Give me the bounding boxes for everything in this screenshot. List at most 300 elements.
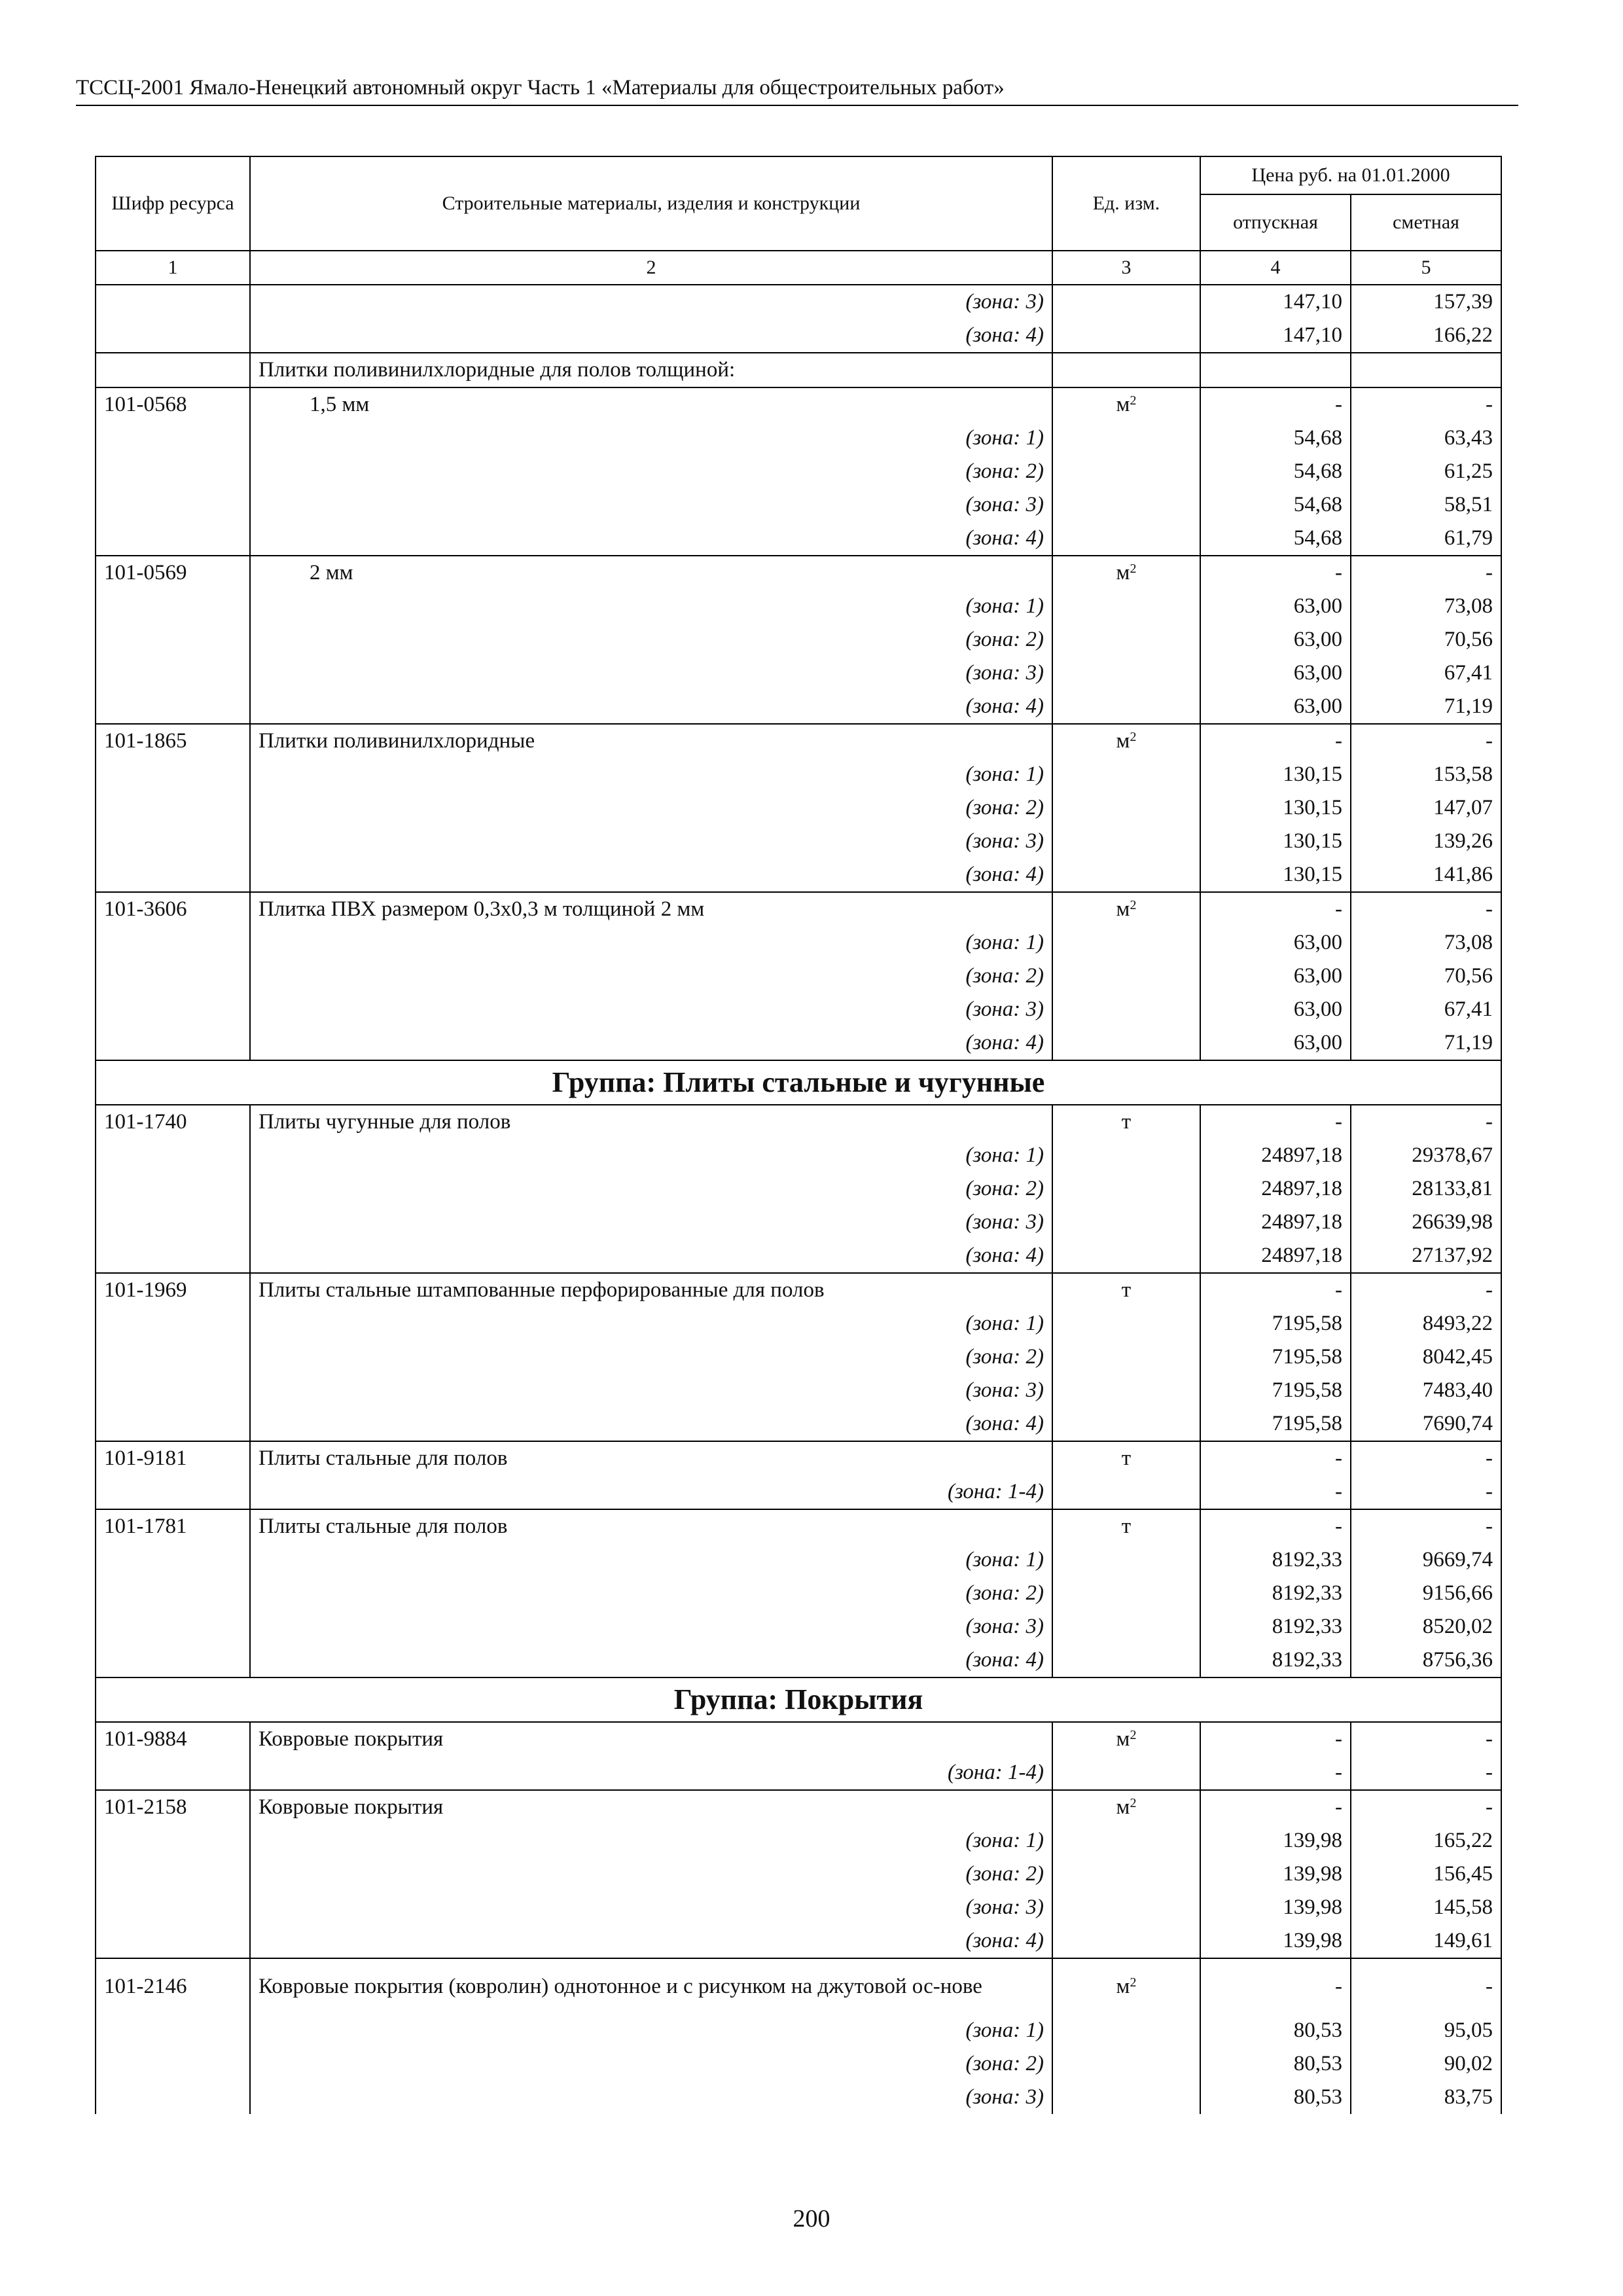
- release-price: -: [1200, 1273, 1351, 1307]
- zone-label: (зона: 1): [250, 1307, 1052, 1340]
- unit-cell: [1052, 422, 1200, 455]
- release-price: -: [1200, 1722, 1351, 1756]
- zone-row: [96, 522, 1501, 556]
- unit-cell: [1052, 1206, 1200, 1239]
- estimate-price: 156,45: [1351, 1857, 1501, 1891]
- zone-row: [96, 2014, 1501, 2047]
- unit-text: м: [1116, 729, 1130, 753]
- zone-label: (зона: 4): [250, 1924, 1052, 1958]
- resource-code: [96, 285, 250, 319]
- zone-label: (зона: 3): [250, 488, 1052, 522]
- release-price: 139,98: [1200, 1891, 1351, 1924]
- unit-cell: [1052, 1891, 1200, 1924]
- col-header-release: отпускная: [1200, 194, 1351, 251]
- release-price: 54,68: [1200, 488, 1351, 522]
- zone-label: (зона: 4): [250, 1026, 1052, 1060]
- resource-code: [96, 1824, 250, 1857]
- unit-text: т: [1121, 1110, 1132, 1134]
- zone-row: [96, 1206, 1501, 1239]
- estimate-price: 9669,74: [1351, 1543, 1501, 1577]
- zone-row: [96, 1577, 1501, 1610]
- estimate-price: 71,19: [1351, 1026, 1501, 1060]
- unit-cell: [1052, 1610, 1200, 1643]
- zone-label: (зона: 1-4): [250, 1475, 1052, 1509]
- material-label: Плитки поливинилхлоридные для полов толщиной:: [250, 353, 1052, 387]
- unit-cell: [1052, 353, 1200, 387]
- resource-code: 101-9884: [96, 1722, 250, 1756]
- unit-text: т: [1121, 1515, 1132, 1538]
- material-name: 1,5 мм: [250, 387, 1052, 422]
- zone-label: (зона: 4): [250, 522, 1052, 556]
- unit-cell: [1052, 1239, 1200, 1273]
- zone-label: (зона: 3): [250, 1891, 1052, 1924]
- unit-cell: [1052, 522, 1200, 556]
- estimate-price: 165,22: [1351, 1824, 1501, 1857]
- resource-code: [96, 758, 250, 791]
- unit-exponent: 2: [1130, 730, 1137, 744]
- release-price: 130,15: [1200, 758, 1351, 791]
- unit-cell: [1052, 1172, 1200, 1206]
- release-price: 63,00: [1200, 1026, 1351, 1060]
- release-price: -: [1200, 556, 1351, 590]
- estimate-price: -: [1351, 556, 1501, 590]
- resource-code: 101-1865: [96, 724, 250, 758]
- unit-cell: [1052, 1441, 1200, 1475]
- unit-cell: [1052, 892, 1200, 926]
- resource-code: [96, 926, 250, 960]
- unit-cell: [1052, 1722, 1200, 1756]
- unit-cell: [1052, 1273, 1200, 1307]
- item-row: [96, 1509, 1501, 1543]
- item-row: [96, 1441, 1501, 1475]
- resource-code: [96, 993, 250, 1026]
- page-number: 200: [793, 2205, 830, 2233]
- unit-exponent: 2: [1130, 393, 1137, 408]
- zone-row: [96, 993, 1501, 1026]
- unit-cell: [1052, 1756, 1200, 1790]
- unit-cell: [1052, 1857, 1200, 1891]
- estimate-price: -: [1351, 1475, 1501, 1509]
- resource-code: [96, 1307, 250, 1340]
- release-price: [1200, 353, 1351, 387]
- resource-code: [96, 455, 250, 488]
- zone-label: (зона: 1): [250, 926, 1052, 960]
- zone-row: [96, 590, 1501, 623]
- estimate-price: -: [1351, 1509, 1501, 1543]
- zone-row: [96, 1172, 1501, 1206]
- estimate-price: 166,22: [1351, 319, 1501, 353]
- unit-cell: [1052, 556, 1200, 590]
- item-row: [96, 1105, 1501, 1139]
- resource-code: [96, 1891, 250, 1924]
- resource-code: [96, 353, 250, 387]
- release-price: 139,98: [1200, 1857, 1351, 1891]
- resource-code: [96, 2047, 250, 2081]
- unit-cell: [1052, 590, 1200, 623]
- unit-text: м: [1116, 393, 1130, 416]
- estimate-price: 67,41: [1351, 993, 1501, 1026]
- resource-code: [96, 1407, 250, 1441]
- col-header-unit: Ед. изм.: [1052, 156, 1200, 251]
- zone-row: [96, 319, 1501, 353]
- zone-row: [96, 1756, 1501, 1790]
- zone-row: [96, 1475, 1501, 1509]
- unit-cell: [1052, 623, 1200, 656]
- resource-code: [96, 1374, 250, 1407]
- zone-label: (зона: 2): [250, 1340, 1052, 1374]
- release-price: 8192,33: [1200, 1577, 1351, 1610]
- unit-text: м: [1116, 1727, 1130, 1751]
- release-price: 63,00: [1200, 690, 1351, 724]
- zone-label: (зона: 3): [250, 993, 1052, 1026]
- estimate-price: 8756,36: [1351, 1643, 1501, 1677]
- estimate-price: -: [1351, 1958, 1501, 2014]
- estimate-price: -: [1351, 892, 1501, 926]
- zone-label: (зона: 4): [250, 858, 1052, 892]
- release-price: 63,00: [1200, 656, 1351, 690]
- zone-row: [96, 1407, 1501, 1441]
- resource-code: [96, 2014, 250, 2047]
- unit-cell: [1052, 993, 1200, 1026]
- release-price: 24897,18: [1200, 1239, 1351, 1273]
- resource-code: [96, 1475, 250, 1509]
- material-name: Плиты стальные для полов: [250, 1441, 1052, 1475]
- item-row: [96, 1722, 1501, 1756]
- estimate-price: 70,56: [1351, 623, 1501, 656]
- resource-code: [96, 656, 250, 690]
- zone-row: [96, 1307, 1501, 1340]
- resource-code: 101-0569: [96, 556, 250, 590]
- material-name: Ковровые покрытия (ковролин) однотонное и с рисунком на джутовой ос-нове: [250, 1958, 1052, 2014]
- release-price: 7195,58: [1200, 1374, 1351, 1407]
- zone-row: [96, 1374, 1501, 1407]
- unit-cell: [1052, 791, 1200, 825]
- release-price: 7195,58: [1200, 1407, 1351, 1441]
- material-name: Ковровые покрытия: [250, 1722, 1052, 1756]
- item-row: [96, 892, 1501, 926]
- release-price: 139,98: [1200, 1924, 1351, 1958]
- zone-row: [96, 285, 1501, 319]
- unit-cell: [1052, 1105, 1200, 1139]
- estimate-price: -: [1351, 1722, 1501, 1756]
- zone-row: [96, 1891, 1501, 1924]
- estimate-price: 28133,81: [1351, 1172, 1501, 1206]
- unit-cell: [1052, 1509, 1200, 1543]
- release-price: 24897,18: [1200, 1206, 1351, 1239]
- release-price: 80,53: [1200, 2047, 1351, 2081]
- zone-label: (зона: 2): [250, 1577, 1052, 1610]
- zone-row: [96, 422, 1501, 455]
- unit-cell: [1052, 319, 1200, 353]
- resource-code: 101-1740: [96, 1105, 250, 1139]
- estimate-price: 73,08: [1351, 926, 1501, 960]
- release-price: 8192,33: [1200, 1643, 1351, 1677]
- release-price: 63,00: [1200, 960, 1351, 993]
- estimate-price: -: [1351, 387, 1501, 422]
- zone-label: (зона: 2): [250, 2047, 1052, 2081]
- estimate-price: 7483,40: [1351, 1374, 1501, 1407]
- unit-text: м: [1116, 561, 1130, 584]
- zone-label: (зона: 2): [250, 791, 1052, 825]
- zone-label: (зона: 2): [250, 960, 1052, 993]
- material-name: Плиты стальные штампованные перфорированные для полов: [250, 1273, 1052, 1307]
- unit-cell: [1052, 1407, 1200, 1441]
- resource-code: [96, 1206, 250, 1239]
- resource-code: [96, 1340, 250, 1374]
- release-price: 147,10: [1200, 319, 1351, 353]
- resource-code: 101-1969: [96, 1273, 250, 1307]
- unit-cell: [1052, 1139, 1200, 1172]
- unit-cell: [1052, 1475, 1200, 1509]
- zone-label: (зона: 3): [250, 1206, 1052, 1239]
- unit-cell: [1052, 285, 1200, 319]
- estimate-price: 71,19: [1351, 690, 1501, 724]
- unit-exponent: 2: [1130, 562, 1137, 576]
- zone-label: (зона: 4): [250, 319, 1052, 353]
- estimate-price: 8493,22: [1351, 1307, 1501, 1340]
- zone-row: [96, 656, 1501, 690]
- unit-cell: [1052, 1340, 1200, 1374]
- estimate-price: 67,41: [1351, 656, 1501, 690]
- resource-code: [96, 1026, 250, 1060]
- release-price: -: [1200, 724, 1351, 758]
- unit-cell: [1052, 488, 1200, 522]
- price-table: [95, 156, 1502, 2114]
- estimate-price: 61,25: [1351, 455, 1501, 488]
- zone-row: [96, 488, 1501, 522]
- item-row: [96, 387, 1501, 422]
- estimate-price: 27137,92: [1351, 1239, 1501, 1273]
- estimate-price: -: [1351, 1273, 1501, 1307]
- release-price: 80,53: [1200, 2081, 1351, 2114]
- unit-exponent: 2: [1130, 1975, 1137, 1990]
- estimate-price: -: [1351, 724, 1501, 758]
- unit-cell: [1052, 1307, 1200, 1340]
- zone-row: [96, 858, 1501, 892]
- item-row: [96, 556, 1501, 590]
- zone-label: (зона: 4): [250, 1239, 1052, 1273]
- release-price: -: [1200, 1105, 1351, 1139]
- zone-label: (зона: 1-4): [250, 1756, 1052, 1790]
- col-number-1: 1: [96, 251, 250, 285]
- estimate-price: 8520,02: [1351, 1610, 1501, 1643]
- release-price: 7195,58: [1200, 1340, 1351, 1374]
- estimate-price: 70,56: [1351, 960, 1501, 993]
- material-name: Плиты стальные для полов: [250, 1509, 1052, 1543]
- zone-row: [96, 1139, 1501, 1172]
- zone-row: [96, 926, 1501, 960]
- zone-row: [96, 2047, 1501, 2081]
- col-header-name: Строительные материалы, изделия и конструкции: [250, 156, 1052, 251]
- resource-code: 101-0568: [96, 387, 250, 422]
- release-price: -: [1200, 1475, 1351, 1509]
- resource-code: [96, 623, 250, 656]
- release-price: -: [1200, 892, 1351, 926]
- unit-cell: [1052, 1643, 1200, 1677]
- resource-code: 101-1781: [96, 1509, 250, 1543]
- zone-label: (зона: 3): [250, 285, 1052, 319]
- zone-label: (зона: 1): [250, 1139, 1052, 1172]
- unit-cell: [1052, 387, 1200, 422]
- release-price: -: [1200, 387, 1351, 422]
- unit-cell: [1052, 858, 1200, 892]
- resource-code: [96, 1139, 250, 1172]
- zone-label: (зона: 1): [250, 758, 1052, 791]
- zone-label: (зона: 1): [250, 2014, 1052, 2047]
- estimate-price: -: [1351, 1756, 1501, 1790]
- zone-row: [96, 1340, 1501, 1374]
- resource-code: 101-2146: [96, 1958, 250, 2014]
- group-heading: Группа: Покрытия: [96, 1677, 1501, 1722]
- unit-cell: [1052, 1958, 1200, 2014]
- zone-row: [96, 1857, 1501, 1891]
- resource-code: [96, 825, 250, 858]
- zone-row: [96, 1610, 1501, 1643]
- release-price: 54,68: [1200, 455, 1351, 488]
- unit-cell: [1052, 926, 1200, 960]
- unit-cell: [1052, 1026, 1200, 1060]
- unit-cell: [1052, 1374, 1200, 1407]
- resource-code: [96, 1924, 250, 1958]
- estimate-price: 29378,67: [1351, 1139, 1501, 1172]
- unit-exponent: 2: [1130, 1728, 1137, 1742]
- estimate-price: -: [1351, 1790, 1501, 1824]
- release-price: 8192,33: [1200, 1610, 1351, 1643]
- unit-cell: [1052, 758, 1200, 791]
- unit-cell: [1052, 690, 1200, 724]
- release-price: 54,68: [1200, 522, 1351, 556]
- estimate-price: -: [1351, 1441, 1501, 1475]
- unit-text: м: [1116, 1975, 1130, 1998]
- estimate-price: 73,08: [1351, 590, 1501, 623]
- col-number-3: 3: [1052, 251, 1200, 285]
- release-price: 63,00: [1200, 590, 1351, 623]
- zone-label: (зона: 4): [250, 1407, 1052, 1441]
- unit-text: т: [1121, 1278, 1132, 1302]
- resource-code: [96, 791, 250, 825]
- release-price: -: [1200, 1790, 1351, 1824]
- zone-row: [96, 2081, 1501, 2114]
- estimate-price: 141,86: [1351, 858, 1501, 892]
- material-name: Плитки поливинилхлоридные: [250, 724, 1052, 758]
- unit-cell: [1052, 825, 1200, 858]
- resource-code: 101-9181: [96, 1441, 250, 1475]
- release-price: 24897,18: [1200, 1139, 1351, 1172]
- resource-code: [96, 1172, 250, 1206]
- release-price: 130,15: [1200, 791, 1351, 825]
- unit-cell: [1052, 2047, 1200, 2081]
- resource-code: [96, 488, 250, 522]
- zone-label: (зона: 4): [250, 690, 1052, 724]
- resource-code: [96, 1239, 250, 1273]
- release-price: 147,10: [1200, 285, 1351, 319]
- zone-row: [96, 1543, 1501, 1577]
- resource-code: [96, 1577, 250, 1610]
- table-body: [96, 285, 1501, 2114]
- release-price: 54,68: [1200, 422, 1351, 455]
- resource-code: [96, 1543, 250, 1577]
- unit-cell: [1052, 455, 1200, 488]
- unit-exponent: 2: [1130, 898, 1137, 912]
- unit-cell: [1052, 2081, 1200, 2114]
- release-price: 80,53: [1200, 2014, 1351, 2047]
- unit-cell: [1052, 2014, 1200, 2047]
- unit-cell: [1052, 960, 1200, 993]
- zone-label: (зона: 1): [250, 422, 1052, 455]
- estimate-price: 63,43: [1351, 422, 1501, 455]
- estimate-price: 90,02: [1351, 2047, 1501, 2081]
- unit-exponent: 2: [1130, 1796, 1137, 1810]
- zone-row: [96, 690, 1501, 724]
- zone-row: [96, 623, 1501, 656]
- col-number-2: 2: [250, 251, 1052, 285]
- zone-label: (зона: 3): [250, 1374, 1052, 1407]
- resource-code: [96, 858, 250, 892]
- estimate-price: 157,39: [1351, 285, 1501, 319]
- zone-label: (зона: 4): [250, 1643, 1052, 1677]
- release-price: 24897,18: [1200, 1172, 1351, 1206]
- resource-code: [96, 1857, 250, 1891]
- resource-code: 101-3606: [96, 892, 250, 926]
- unit-cell: [1052, 1824, 1200, 1857]
- resource-code: [96, 690, 250, 724]
- zone-label: (зона: 2): [250, 1172, 1052, 1206]
- group-heading: Группа: Плиты стальные и чугунные: [96, 1060, 1501, 1105]
- col-number-4: 4: [1200, 251, 1351, 285]
- resource-code: [96, 960, 250, 993]
- estimate-price: 95,05: [1351, 2014, 1501, 2047]
- material-name: Плитка ПВХ размером 0,3х0,3 м толщиной 2 мм: [250, 892, 1052, 926]
- group-heading-row: [96, 1677, 1501, 1722]
- estimate-price: 153,58: [1351, 758, 1501, 791]
- zone-label: (зона: 3): [250, 2081, 1052, 2114]
- unit-cell: [1052, 1577, 1200, 1610]
- unit-cell: [1052, 656, 1200, 690]
- resource-code: [96, 1610, 250, 1643]
- release-price: -: [1200, 1958, 1351, 2014]
- estimate-price: 61,79: [1351, 522, 1501, 556]
- zone-row: [96, 1026, 1501, 1060]
- zone-label: (зона: 1): [250, 1824, 1052, 1857]
- estimate-price: -: [1351, 1105, 1501, 1139]
- zone-row: [96, 791, 1501, 825]
- unit-cell: [1052, 1924, 1200, 1958]
- zone-label: (зона: 1): [250, 1543, 1052, 1577]
- release-price: 63,00: [1200, 623, 1351, 656]
- release-price: 130,15: [1200, 858, 1351, 892]
- resource-code: [96, 422, 250, 455]
- unit-text: т: [1121, 1446, 1132, 1470]
- page-header: ТССЦ-2001 Ямало-Ненецкий автономный округ Часть 1 «Материалы для общестроительных работ»: [76, 73, 1518, 106]
- estimate-price: 58,51: [1351, 488, 1501, 522]
- unit-text: м: [1116, 1795, 1130, 1819]
- unit-cell: [1052, 724, 1200, 758]
- estimate-price: 9156,66: [1351, 1577, 1501, 1610]
- unit-cell: [1052, 1543, 1200, 1577]
- material-name: 2 мм: [250, 556, 1052, 590]
- item-row: [96, 1790, 1501, 1824]
- group-heading-row: [96, 1060, 1501, 1105]
- zone-row: [96, 960, 1501, 993]
- resource-code: [96, 2081, 250, 2114]
- release-price: -: [1200, 1509, 1351, 1543]
- resource-code: [96, 590, 250, 623]
- col-number-5: 5: [1351, 251, 1501, 285]
- item-row: [96, 1273, 1501, 1307]
- estimate-price: 147,07: [1351, 791, 1501, 825]
- zone-row: [96, 1643, 1501, 1677]
- estimate-price: 139,26: [1351, 825, 1501, 858]
